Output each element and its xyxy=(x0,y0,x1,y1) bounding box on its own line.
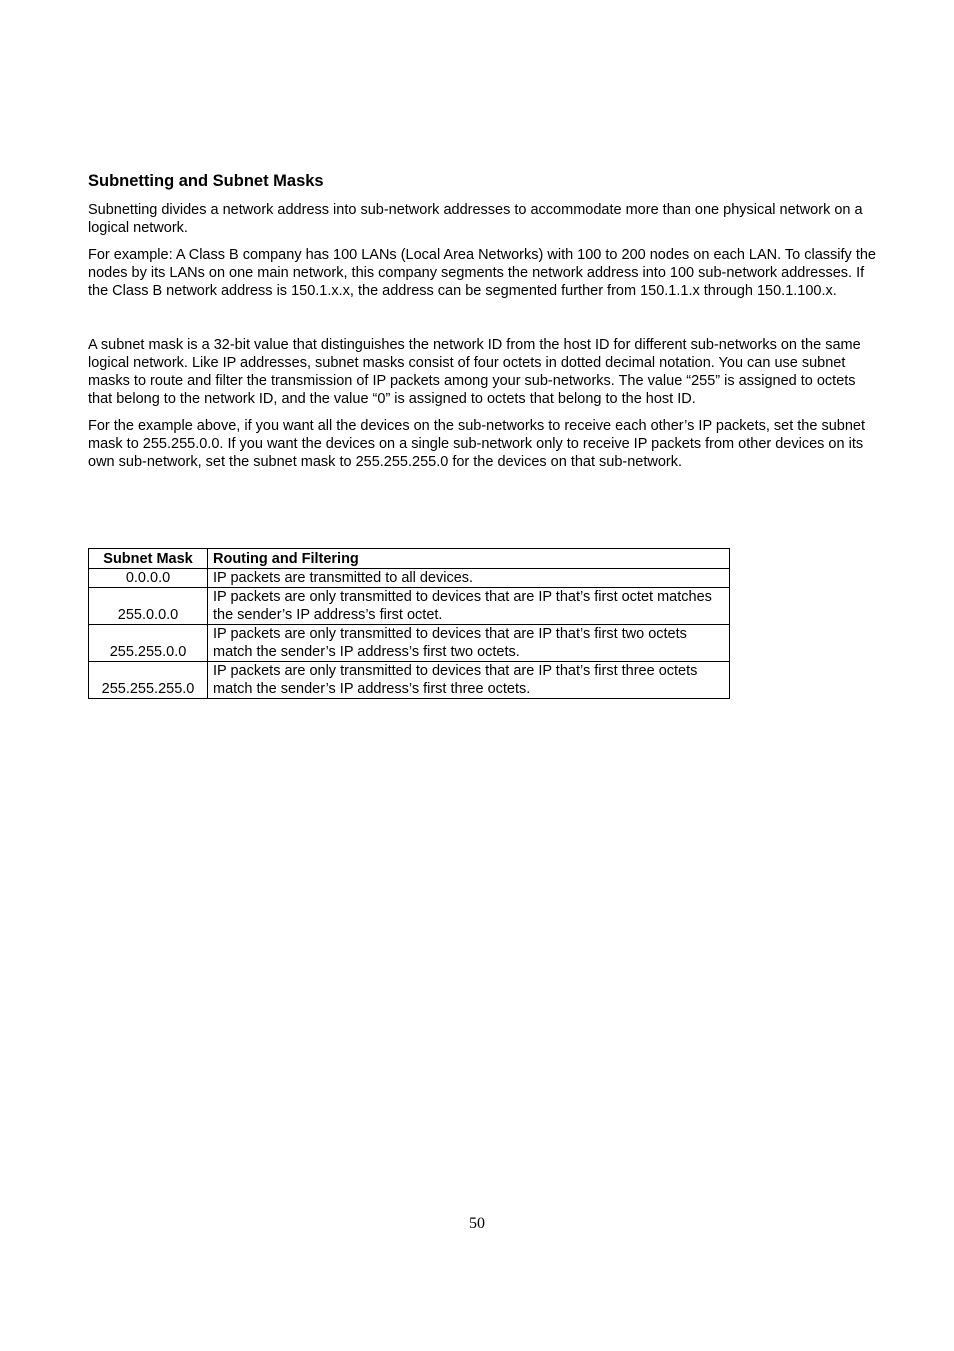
table-row xyxy=(89,625,730,662)
routing-description-cell: IP packets are only transmitted to devices that are IP that’s first two octets match the sender’s IP address’s first two octets. xyxy=(208,625,730,662)
subnet-mask-cell: 255.0.0.0 xyxy=(89,588,208,625)
table-header-row xyxy=(89,549,730,569)
routing-description-cell: IP packets are only transmitted to devices that are IP that’s first octet matches the sender’s IP address’s first octet. xyxy=(208,588,730,625)
page-body xyxy=(88,170,878,480)
header-routing-filtering: Routing and Filtering xyxy=(208,549,730,569)
paragraph-subnet-mask-example: For the example above, if you want all the devices on the sub-networks to receive each other’s IP packets, set the subnet mask to 255.255.0.0. If you want the devices on a single sub-network only to receive IP packets from other devices on its own sub-network, set the subnet mask to 255.255.255.0 for the devices on that sub-network. xyxy=(88,418,865,470)
page-number: 50 xyxy=(469,1215,485,1232)
table-row xyxy=(89,662,730,699)
paragraph-subnetting-intro: Subnetting divides a network address into sub-network addresses to accommodate more than one physical network on a logical network. xyxy=(88,202,863,236)
routing-description-cell: IP packets are only transmitted to devices that are IP that’s first three octets match the sender’s IP address’s first three octets. xyxy=(208,662,730,699)
paragraph-subnet-mask-definition: A subnet mask is a 32-bit value that distinguishes the network ID from the host ID for different sub-networks on the same logical network. Like IP addresses, subnet masks consist of four octets in dotted decimal notation. You can use subnet masks to route and filter the transmission of IP packets among your sub-networks. The value “255” is assigned to octets that belong to the network ID, and the value “0” is assigned to octets that belong to the host ID. xyxy=(88,337,861,407)
paragraph-class-b-example: For example: A Class B company has 100 LANs (Local Area Networks) with 100 to 200 nodes on each LAN. To classify the nodes by its LANs on one main network, this company segments the network address into 100 sub-network addresses. If the Class B network address is 150.1.x.x, the address can be segmented further from 150.1.1.x through 150.1.100.x. xyxy=(88,247,876,299)
subnet-mask-cell: 255.255.0.0 xyxy=(89,625,208,662)
section-title: Subnetting and Subnet Masks xyxy=(88,172,324,190)
table-row xyxy=(89,588,730,625)
subnet-mask-table xyxy=(88,548,730,699)
subnet-mask-cell: 0.0.0.0 xyxy=(89,569,208,588)
subnet-mask-cell: 255.255.255.0 xyxy=(89,662,208,699)
routing-description-cell: IP packets are transmitted to all devices. xyxy=(208,569,730,588)
table-row xyxy=(89,569,730,588)
header-subnet-mask: Subnet Mask xyxy=(89,549,208,569)
